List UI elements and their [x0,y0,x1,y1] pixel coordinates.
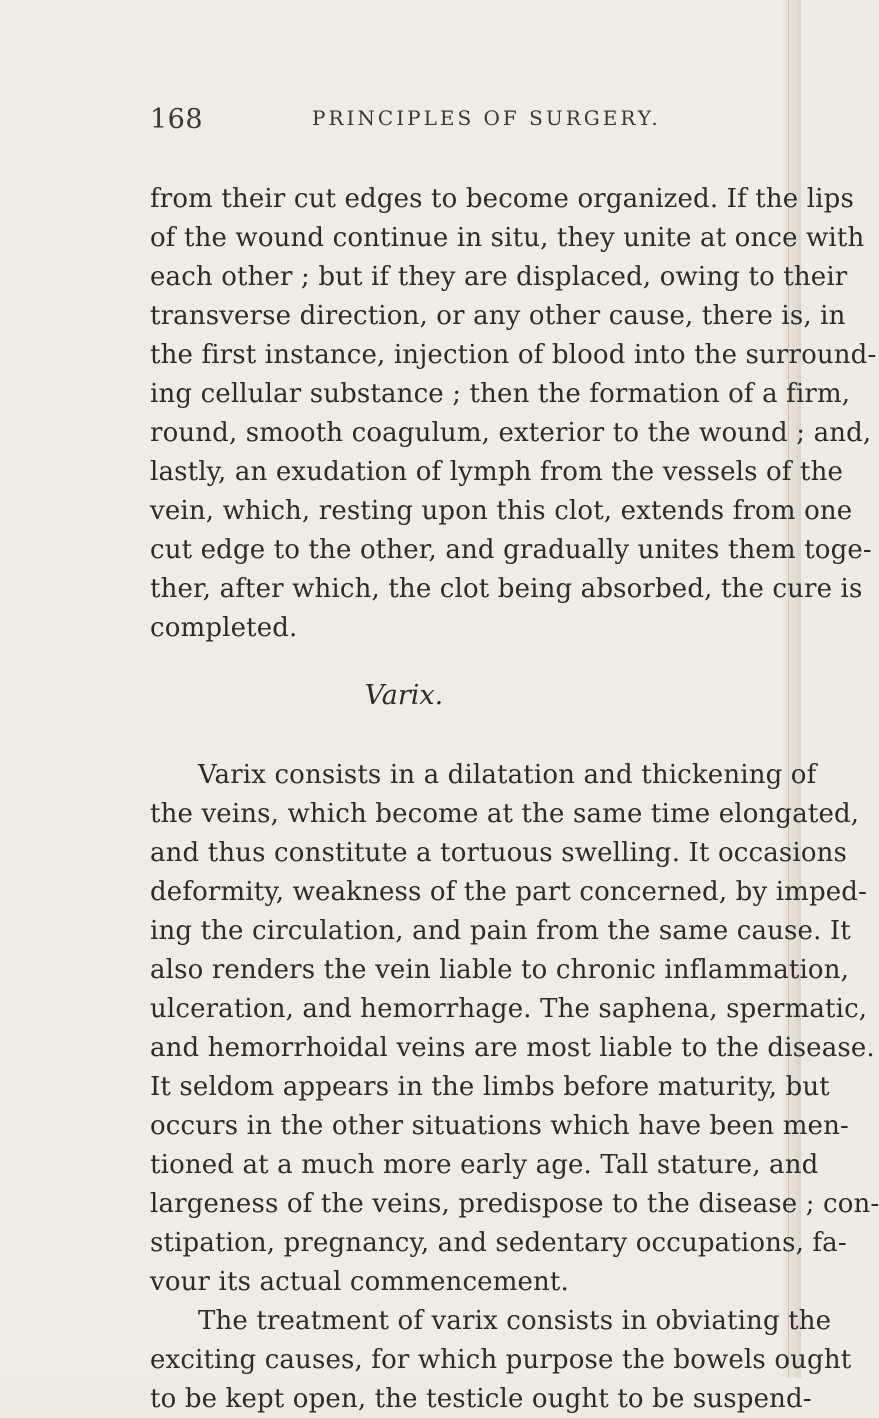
text-line: Varix consists in a dilatation and thickening of [198,760,817,790]
text-line: The treatment of varix consists in obviating the [198,1306,832,1336]
text-line: the veins, which become at the same time elongated, [150,799,860,829]
text-line: vour its actual commencement. [150,1267,569,1297]
text-line: round, smooth coagulum, exterior to the wound ; and, [150,418,872,448]
text-line: the first instance, injection of blood into the surround- [150,340,877,370]
text-line: to be kept open, the testicle ought to be suspend- [150,1384,812,1414]
page-number: 168 [150,104,204,135]
text-line: exciting causes, for which purpose the bowels ought [150,1345,852,1375]
text-line: It seldom appears in the limbs before maturity, but [150,1072,830,1102]
text-line: each other ; but if they are displaced, owing to their [150,262,848,292]
text-line: largeness of the veins, predispose to the disease ; con- [150,1189,879,1219]
text-line: also renders the vein liable to chronic inflammation, [150,955,850,985]
text-line: ulceration, and hemorrhage. The saphena, spermatic, [150,994,868,1024]
text-line: vein, which, resting upon this clot, extends from one [150,496,853,526]
section-heading: Varix. [364,680,444,711]
text-line: from their cut edges to become organized. If the lips [150,184,854,214]
page-header [150,104,770,140]
text-line: tioned at a much more early age. Tall stature, and [150,1150,819,1180]
text-line: deformity, weakness of the part concerned, by imped- [150,877,868,907]
text-line: of the wound continue in situ, they unite at once with [150,223,865,253]
text-line: lastly, an exudation of lymph from the vessels of the [150,457,844,487]
running-head: PRINCIPLES OF SURGERY. [312,106,661,130]
text-line: completed. [150,613,298,643]
text-line: ther, after which, the clot being absorbed, the cure is [150,574,863,604]
text-line: stipation, pregnancy, and sedentary occupations, fa- [150,1228,847,1258]
text-line: and thus constitute a tortuous swelling. It occasions [150,838,848,868]
text-line: and hemorrhoidal veins are most liable to the disease. [150,1033,875,1063]
text-line: cut edge to the other, and gradually unites them toge- [150,535,872,565]
text-line: occurs in the other situations which have been men- [150,1111,849,1141]
text-line: transverse direction, or any other cause, there is, in [150,301,846,331]
text-line: ing cellular substance ; then the formation of a firm, [150,379,851,409]
text-line: ing the circulation, and pain from the same cause. It [150,916,851,946]
